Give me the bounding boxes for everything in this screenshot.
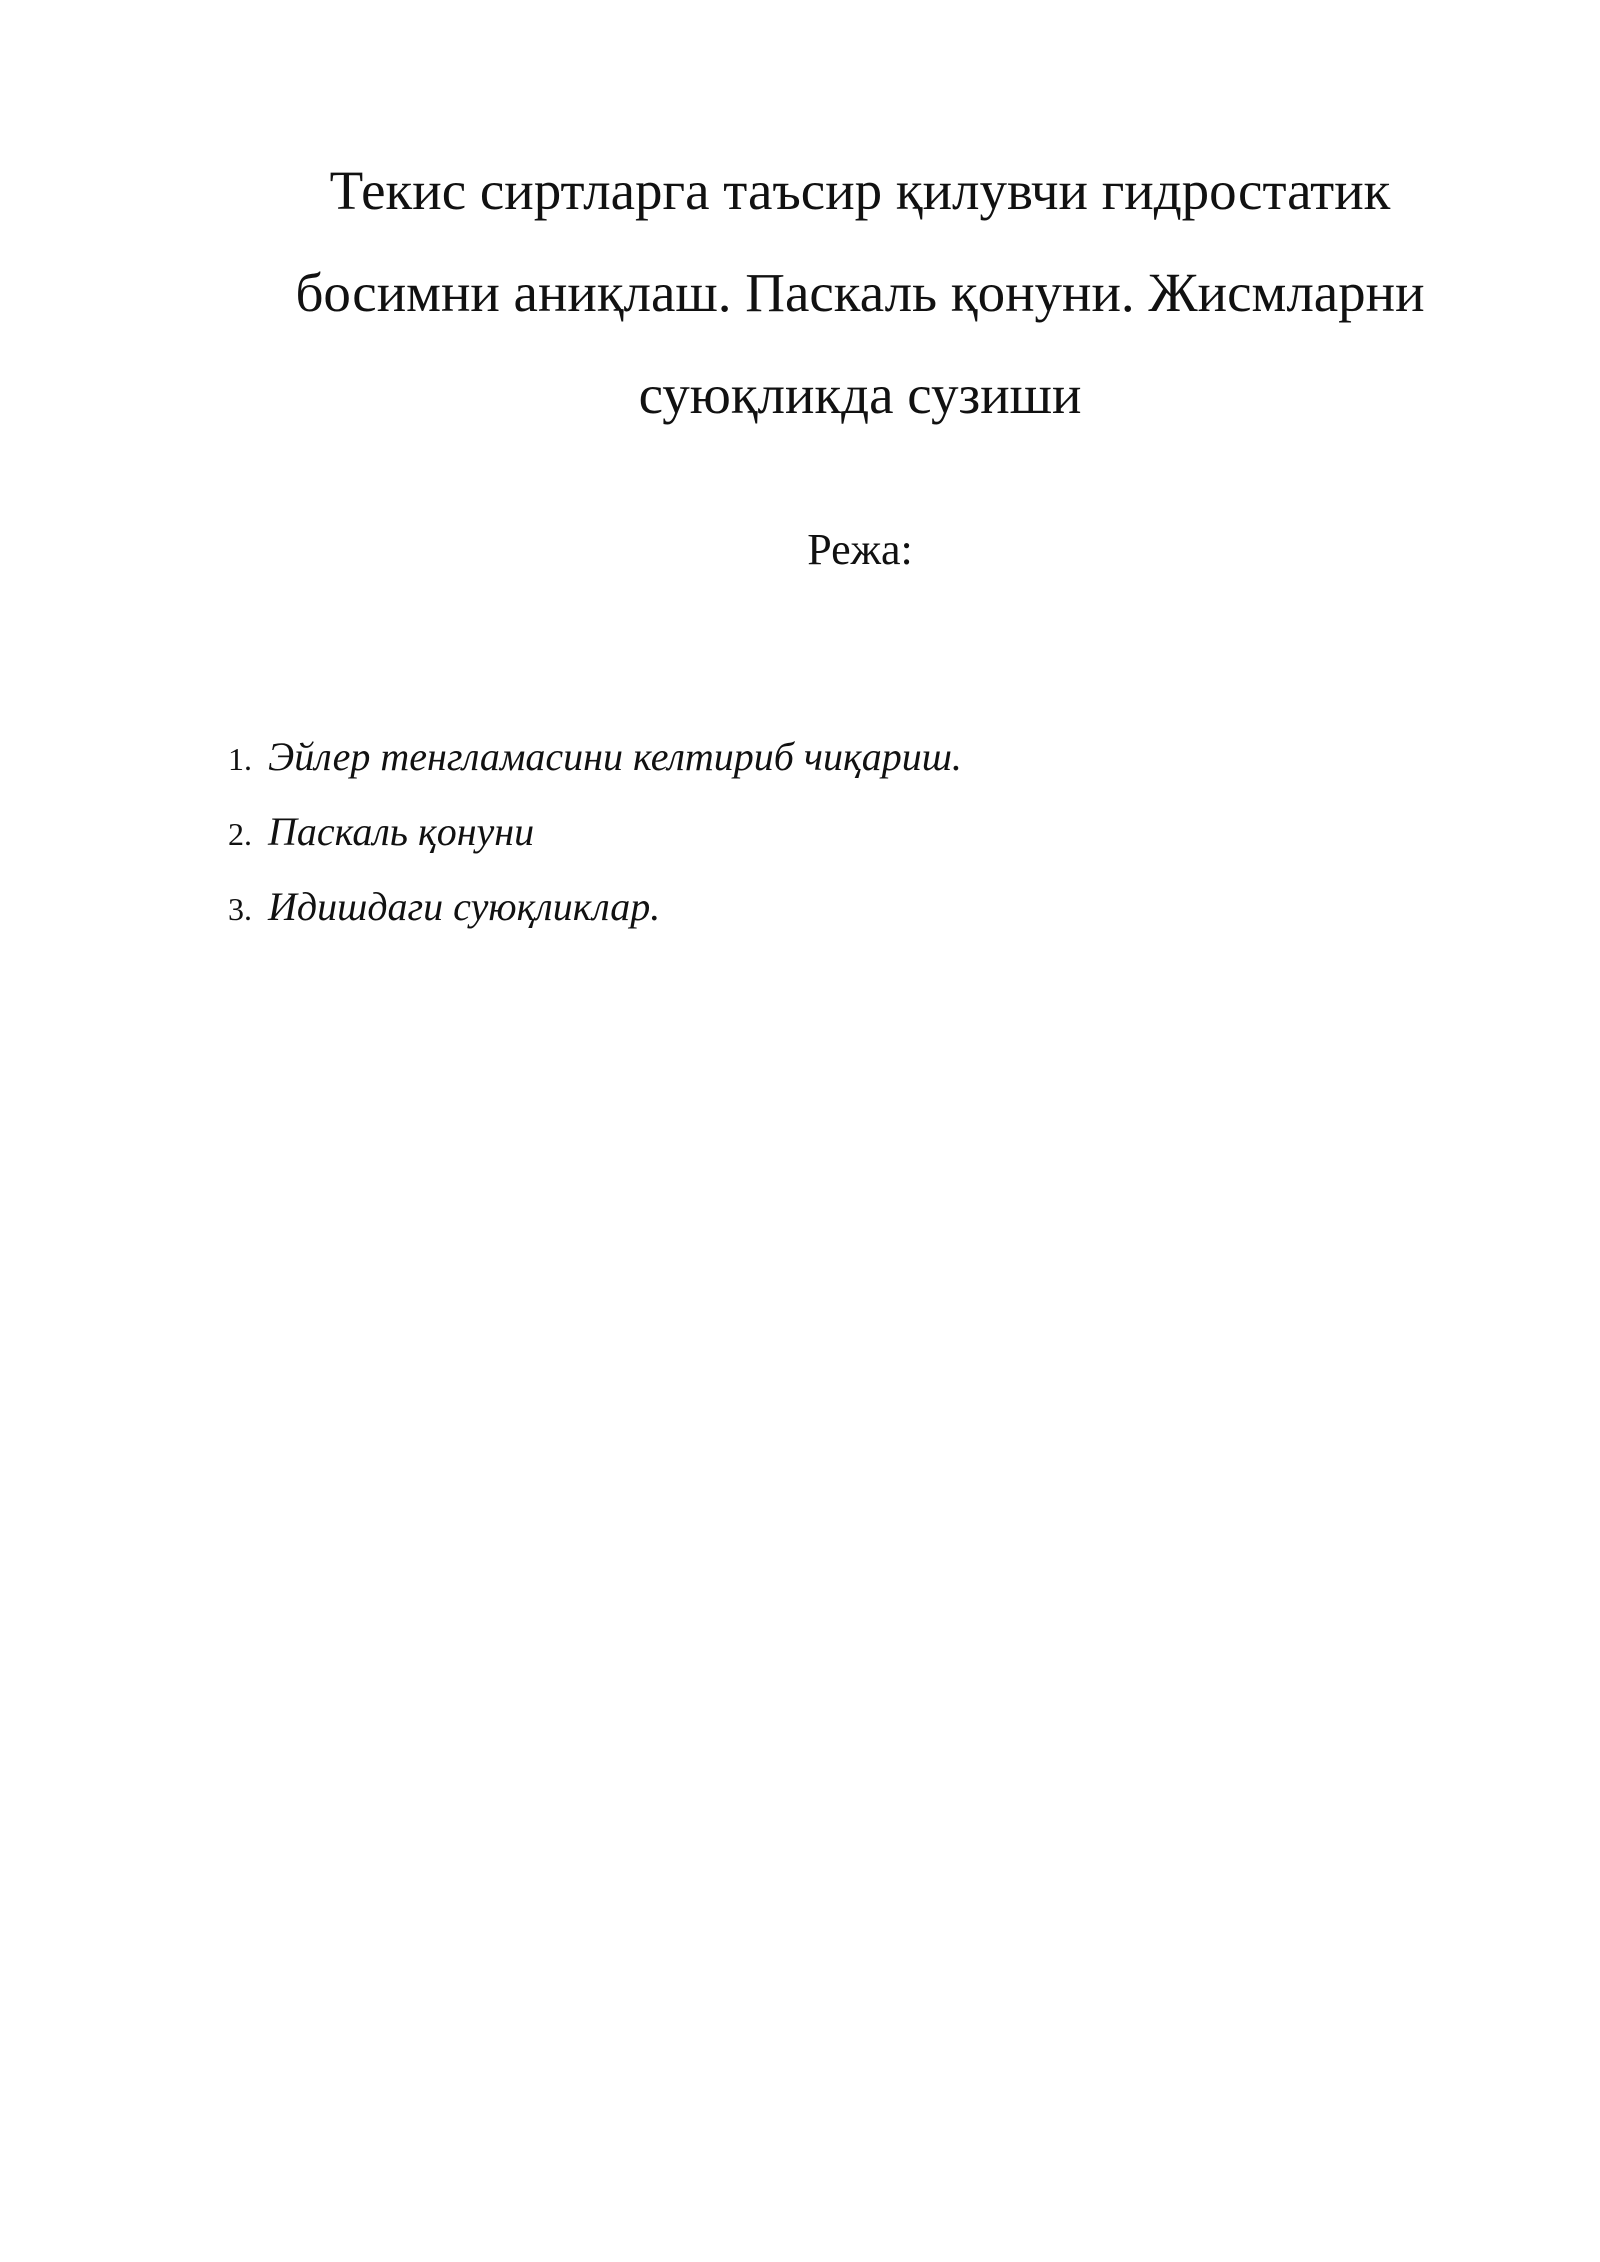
plan-item-text: Эйлер тенгламасини келтириб чиқариш.: [268, 734, 962, 779]
plan-list: [228, 733, 962, 958]
plan-list-item: [228, 883, 962, 958]
title-line: Текис сиртларга таъсир қилувчи гидростатик: [329, 160, 1391, 221]
plan-list-item: [228, 733, 962, 808]
document-title: [230, 140, 1490, 446]
plan-item-text: Паскаль қонуни: [268, 809, 535, 854]
plan-item-number: 1.: [228, 741, 252, 777]
title-line: босимни аниқлаш. Паскаль қонуни. Жисмларни: [295, 262, 1425, 323]
plan-heading: Режа:: [807, 525, 913, 574]
plan-list-item: [228, 808, 962, 883]
plan-item-number: 2.: [228, 816, 252, 852]
plan-item-number: 3.: [228, 891, 252, 927]
plan-item-text: Идишдаги суюқликлар.: [268, 884, 661, 929]
title-line: суюқликда сузиши: [638, 364, 1082, 425]
